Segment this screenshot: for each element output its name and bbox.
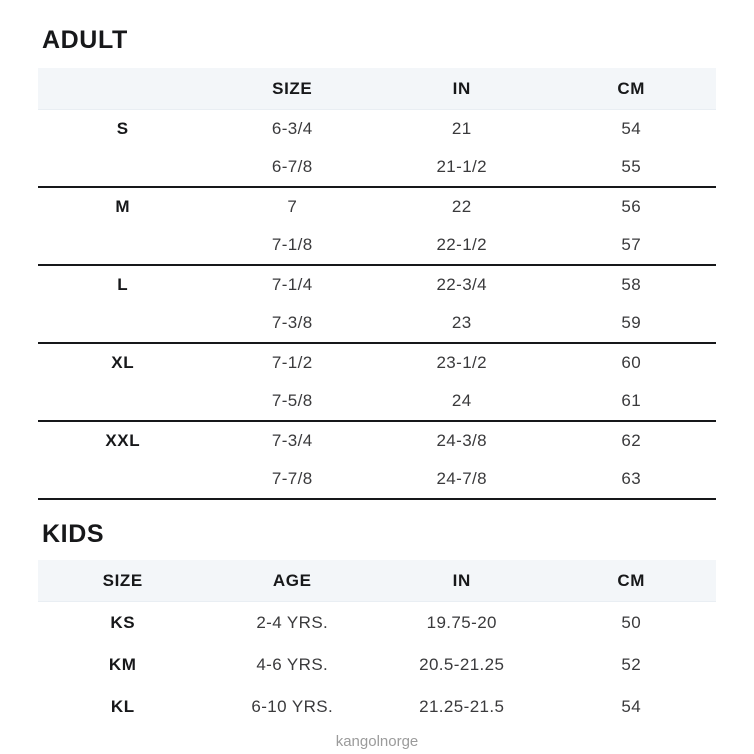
kids-column-header-in: IN	[452, 570, 471, 590]
adult-table-header-row	[38, 68, 716, 110]
adult-column-header-in: IN	[452, 78, 471, 98]
age-value-cell: 6-10 YRS.	[251, 697, 334, 716]
size-value-cell: 7-1/2	[271, 353, 313, 372]
kids-column-header-size: SIZE	[102, 570, 143, 590]
inches-value-cell: 21.25-21.5	[419, 697, 505, 716]
cm-value-cell: 58	[621, 275, 642, 294]
size-label-cell: KS	[110, 613, 136, 632]
cm-value-cell: 60	[621, 353, 642, 372]
size-group-s	[38, 110, 716, 188]
inches-value-cell: 23	[451, 313, 472, 332]
adult-size-table	[38, 68, 716, 500]
table-row	[38, 602, 716, 644]
table-row	[38, 382, 716, 420]
cm-value-cell: 61	[621, 391, 642, 410]
size-group-l	[38, 266, 716, 344]
table-row	[38, 644, 716, 686]
cm-value-cell: 62	[621, 431, 642, 450]
brand-footer: kangolnorge	[335, 733, 419, 750]
kids-size-table	[38, 560, 716, 728]
age-value-cell: 4-6 YRS.	[256, 655, 329, 674]
cm-value-cell: 50	[621, 613, 642, 632]
size-group-m	[38, 188, 716, 266]
inches-value-cell: 20.5-21.25	[419, 655, 505, 674]
inches-value-cell: 22-1/2	[436, 235, 488, 254]
table-row	[38, 188, 716, 226]
table-row	[38, 422, 716, 460]
cm-value-cell: 56	[621, 197, 642, 216]
table-row	[38, 110, 716, 148]
size-value-cell: 7-1/8	[271, 235, 313, 254]
size-label-cell: KL	[110, 697, 135, 716]
size-group-xxl	[38, 422, 716, 500]
table-row	[38, 304, 716, 342]
inches-value-cell: 24-7/8	[436, 469, 488, 488]
size-value-cell: 7-1/4	[271, 275, 313, 294]
cm-value-cell: 63	[621, 469, 642, 488]
cm-value-cell: 54	[621, 119, 642, 138]
adult-column-header-cm: CM	[617, 78, 646, 98]
inches-value-cell: 24	[451, 391, 472, 410]
size-value-cell: 7-3/4	[271, 431, 313, 450]
cm-value-cell: 55	[621, 157, 642, 176]
inches-value-cell: 19.75-20	[426, 613, 497, 632]
table-row	[38, 460, 716, 498]
table-row	[38, 266, 716, 304]
cm-value-cell: 57	[621, 235, 642, 254]
inches-value-cell: 21	[451, 119, 472, 138]
kids-column-header-age: AGE	[272, 570, 312, 590]
age-value-cell: 2-4 YRS.	[256, 613, 329, 632]
table-row	[38, 226, 716, 264]
inches-value-cell: 24-3/8	[436, 431, 488, 450]
cm-value-cell: 54	[621, 697, 642, 716]
size-label-cell: KM	[108, 655, 137, 674]
size-value-cell: 6-7/8	[271, 157, 313, 176]
size-value-cell: 7-3/8	[271, 313, 313, 332]
cm-value-cell: 59	[621, 313, 642, 332]
kids-column-header-cm: CM	[617, 570, 646, 590]
inches-value-cell: 22-3/4	[436, 275, 488, 294]
cm-value-cell: 52	[621, 655, 642, 674]
size-value-cell: 6-3/4	[271, 119, 313, 138]
size-group-xl	[38, 344, 716, 422]
adult-column-header-size: SIZE	[272, 78, 313, 98]
inches-value-cell: 22	[451, 197, 472, 216]
size-value-cell: 7-5/8	[271, 391, 313, 410]
size-value-cell: 7-7/8	[271, 469, 313, 488]
size-label-cell: M	[115, 197, 131, 216]
kids-section-title: KIDS	[42, 520, 105, 548]
inches-value-cell: 23-1/2	[436, 353, 488, 372]
table-row	[38, 344, 716, 382]
adult-section-title: ADULT	[42, 26, 128, 54]
size-value-cell: 7	[287, 197, 298, 216]
table-row	[38, 148, 716, 186]
size-label-cell: L	[117, 275, 129, 294]
size-label-cell: XXL	[105, 431, 141, 450]
size-label-cell: XL	[111, 353, 135, 372]
inches-value-cell: 21-1/2	[436, 157, 488, 176]
table-row	[38, 686, 716, 728]
size-label-cell: S	[116, 119, 129, 138]
kids-table-header-row	[38, 560, 716, 602]
